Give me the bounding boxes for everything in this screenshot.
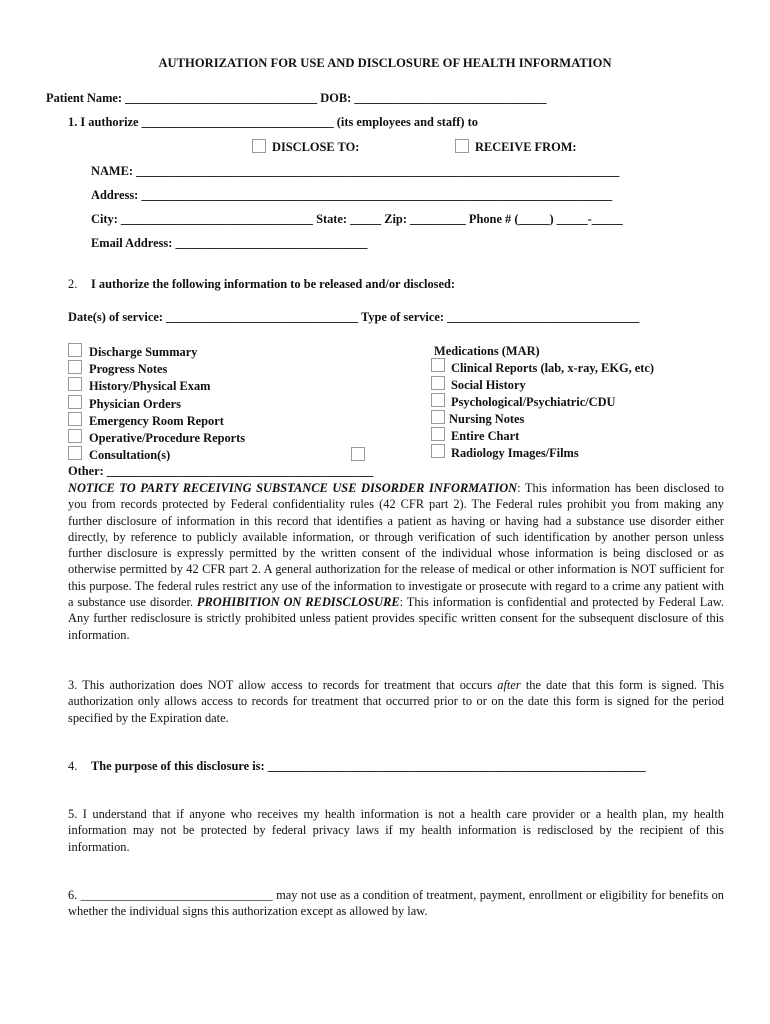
item2-number: 2. xyxy=(68,277,78,291)
other-field[interactable]: Other: ___________________________________________ xyxy=(68,464,374,478)
address-field[interactable]: Address: ____________________________________________________________________________ xyxy=(91,188,613,202)
other-checkbox[interactable] xyxy=(351,447,365,461)
clinical-reports-label: Clinical Reports (lab, x-ray, EKG, etc) xyxy=(451,361,655,375)
clinical-reports-checkbox[interactable] xyxy=(431,358,445,372)
radiology-checkbox[interactable] xyxy=(431,444,445,458)
item3-emphasis: after xyxy=(497,678,521,692)
physician-orders-label: Physician Orders xyxy=(89,397,181,411)
entire-chart-checkbox[interactable] xyxy=(431,427,445,441)
disclose-to-checkbox[interactable] xyxy=(252,139,266,153)
prohibition-body: : This information is confidential and protected by Federal Law. Any further redisclosure is strictly prohibited unless patient provides specific written consent for the subsequent disclosure of this information. xyxy=(68,595,725,642)
city-state-zip-phone-field[interactable]: City: _______________________________ State: _____ Zip: _________ Phone # (_____) _____-_____ xyxy=(91,212,623,226)
emergency-room-report-label: Emergency Room Report xyxy=(89,414,224,428)
emergency-room-report-checkbox[interactable] xyxy=(68,412,82,426)
discharge-summary-checkbox[interactable] xyxy=(68,343,82,357)
physician-orders-checkbox[interactable] xyxy=(68,395,82,409)
radiology-label: Radiology Images/Films xyxy=(451,446,579,460)
prohibition-heading: PROHIBITION ON REDISCLOSURE xyxy=(196,595,400,610)
disclose-to-label: DISCLOSE TO: xyxy=(272,140,360,154)
notice-paragraph xyxy=(68,480,724,643)
receive-from-label: RECEIVE FROM: xyxy=(475,140,577,154)
history-physical-checkbox[interactable] xyxy=(68,377,82,391)
item6-paragraph[interactable]: 6. _______________________________ may not use as a condition of treatment, payment, enrollment or eligibility for benefits on whether the individual signs this authorization except as allowed by law. xyxy=(68,888,724,919)
recipient-name-field[interactable]: NAME: ______________________________________________________________________________ xyxy=(91,164,620,178)
item3-text-b: the date that this form is signed. This authorization only allows access to records for treatment that occurred prior to or on the date this form is signed for the period specified by the Expiration date. xyxy=(68,678,724,725)
form-title: AUTHORIZATION FOR USE AND DISCLOSURE OF HEALTH INFORMATION xyxy=(158,56,612,70)
notice-heading: NOTICE TO PARTY RECEIVING SUBSTANCE USE DISORDER INFORMATION xyxy=(68,481,518,495)
psychological-label: Psychological/Psychiatric/CDU xyxy=(451,395,616,409)
psychological-checkbox[interactable] xyxy=(431,393,445,407)
medications-label: Medications (MAR) xyxy=(434,344,540,358)
entire-chart-label: Entire Chart xyxy=(451,429,520,443)
item4-number: 4. xyxy=(68,759,78,773)
nursing-notes-label: Nursing Notes xyxy=(449,412,525,426)
purpose-of-disclosure-field[interactable]: The purpose of this disclosure is: _____________________________________________________________ xyxy=(91,759,646,773)
social-history-checkbox[interactable] xyxy=(431,376,445,390)
discharge-summary-label: Discharge Summary xyxy=(89,345,198,359)
item2-heading: I authorize the following information to be released and/or disclosed: xyxy=(91,277,456,291)
consultations-checkbox[interactable] xyxy=(68,446,82,460)
email-field[interactable]: Email Address: _______________________________ xyxy=(91,236,368,250)
history-physical-label: History/Physical Exam xyxy=(89,379,211,393)
nursing-notes-checkbox[interactable] xyxy=(431,410,445,424)
item5-paragraph: 5. I understand that if anyone who receives my health information is not a health care provider or a health plan, my health information may not be protected by federal privacy laws if my health information is redisclosed by the recipient of this information. xyxy=(68,807,724,854)
item3-text-a: 3. This authorization does NOT allow access to records for treatment that occurs xyxy=(68,678,498,692)
consultations-label: Consultation(s) xyxy=(89,448,171,462)
operative-procedure-label: Operative/Procedure Reports xyxy=(89,431,246,445)
progress-notes-label: Progress Notes xyxy=(89,362,168,376)
operative-procedure-checkbox[interactable] xyxy=(68,429,82,443)
item3-paragraph xyxy=(68,677,724,726)
social-history-label: Social History xyxy=(451,378,526,392)
authorize-line[interactable]: 1. I authorize _______________________________ (its employees and staff) to xyxy=(68,115,478,129)
dates-type-of-service-field[interactable]: Date(s) of service: _______________________________ Type of service: _______________________________ xyxy=(68,310,640,324)
receive-from-checkbox[interactable] xyxy=(455,139,469,153)
patient-name-dob-line[interactable]: Patient Name: _______________________________ DOB: _______________________________ xyxy=(46,91,547,105)
notice-body: : This information has been disclosed to you from records protected by Federal confidentiality rules (42 CFR part 2). The Federal rules prohibit you from making any further disclosure of information in this record that identifies a patient as having or having had a substance use disorder either directly, by reference to publicly available information, or through verification of such identification by another person unless further disclosure is expressly permitted by the written consent of the individual whose information is being disclosed or as otherwise permitted by 42 CFR part 2. A general authorization for the release of medical or other information is NOT sufficient for this purpose. The federal rules restrict any use of the information to investigate or prosecute with regard to a crime any patient with a substance use disorder. xyxy=(68,481,724,610)
progress-notes-checkbox[interactable] xyxy=(68,360,82,374)
